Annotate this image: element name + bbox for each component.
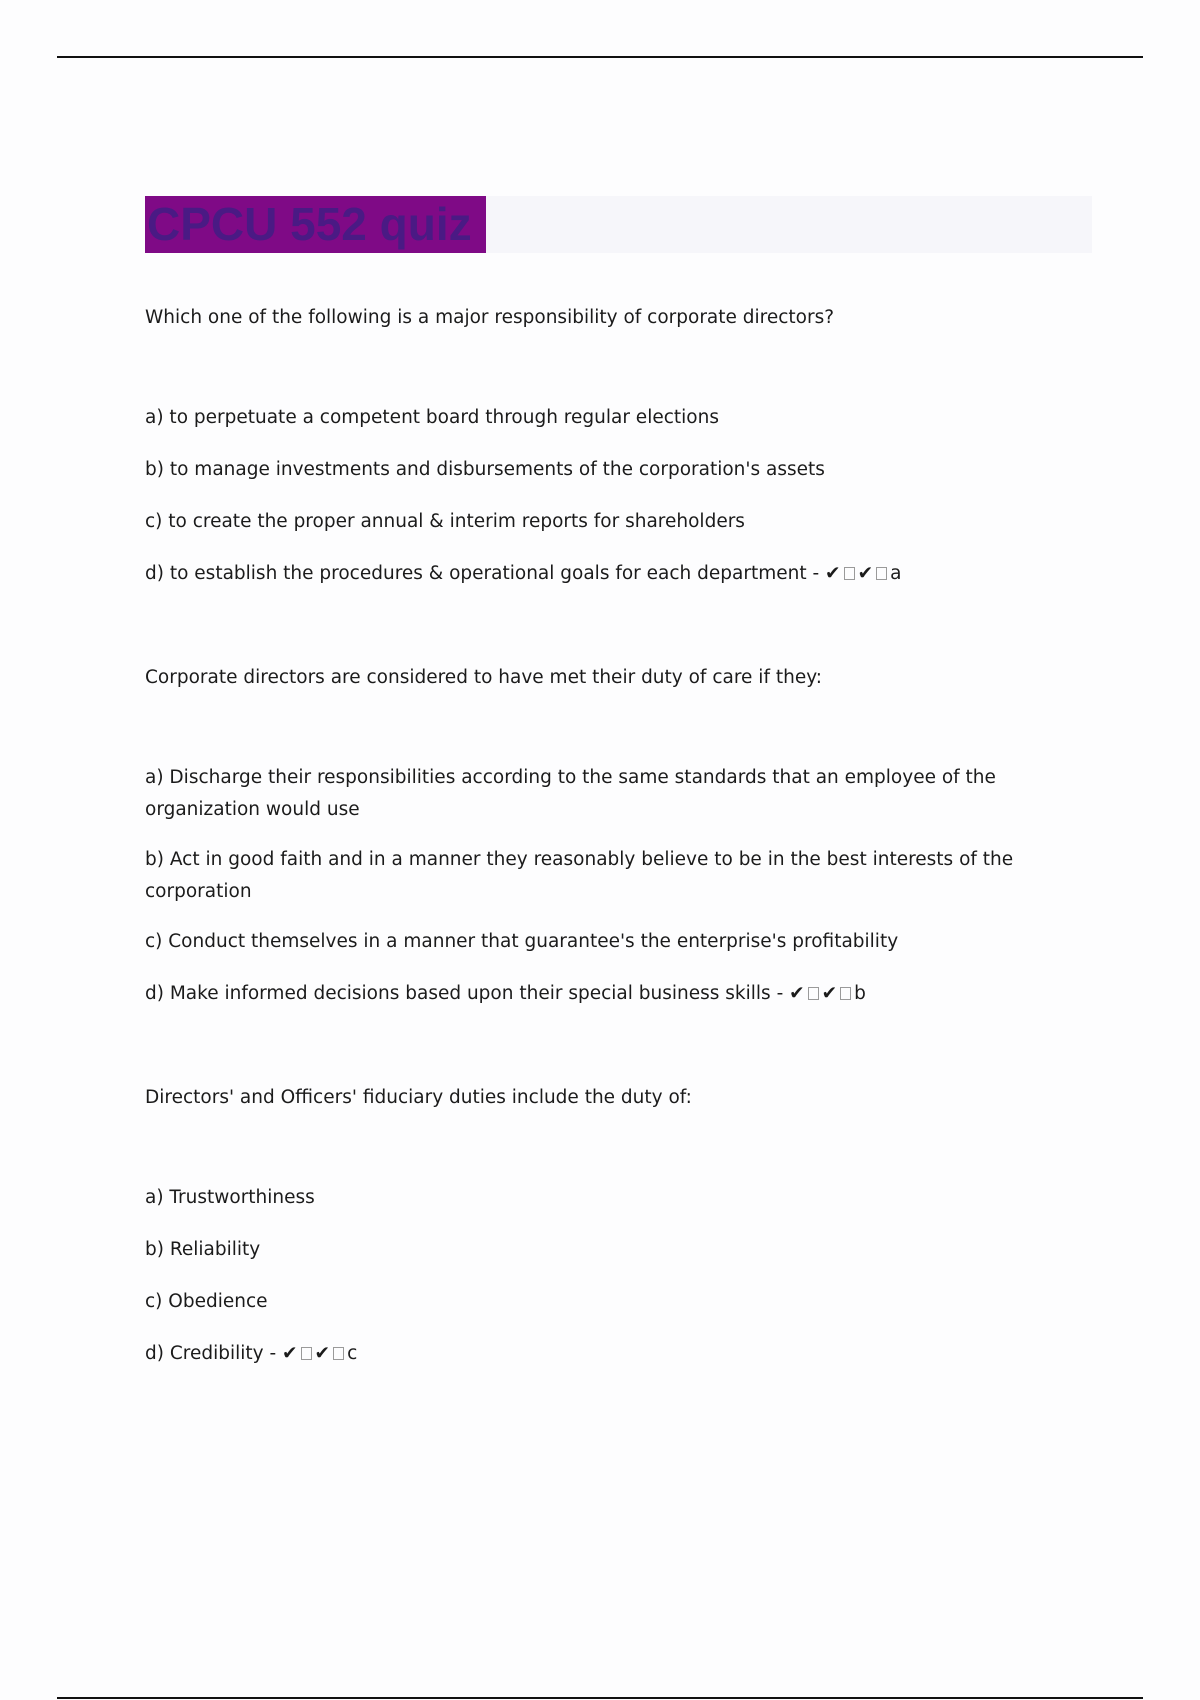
title-highlight (145, 196, 486, 253)
question-text: Which one of the following is a major responsibility of corporate directors? (145, 307, 835, 328)
box-icon (844, 567, 855, 580)
question-block-2 (145, 662, 1095, 1010)
question-block-3 (145, 1082, 1095, 1370)
option-d-text: d) Credibility - (145, 1343, 283, 1364)
check-icon: ✔ (825, 563, 841, 584)
option-d-text: d) to establish the procedures & operational goals for each department - (145, 563, 826, 584)
check-icon: ✔ (282, 1343, 298, 1364)
option-c: c) Obedience (145, 1291, 268, 1312)
option-c: c) Conduct themselves in a manner that guarantee's the enterprise's profitability (145, 931, 899, 952)
check-icon: ✔ (314, 1343, 331, 1364)
box-icon (333, 1347, 344, 1360)
check-icon: ✔ (789, 983, 805, 1004)
option-d (145, 1338, 1095, 1370)
option-a: a) Trustworthiness (145, 1187, 315, 1208)
answer-letter: c (347, 1343, 358, 1364)
bottom-rule (57, 1697, 1143, 1699)
question-block-1 (145, 302, 1095, 590)
document-title: CPCU 552 quiz (147, 198, 472, 250)
answer-mark (825, 563, 901, 584)
box-icon (301, 1347, 312, 1360)
option-b: b) Reliability (145, 1239, 261, 1260)
answer-letter: a (890, 563, 902, 584)
option-c: c) to create the proper annual & interim reports for shareholders (145, 511, 745, 532)
answer-mark (789, 983, 866, 1004)
top-rule (57, 56, 1143, 58)
box-icon (876, 567, 887, 580)
box-icon (808, 987, 819, 1000)
check-icon: ✔ (821, 983, 838, 1004)
option-d (145, 978, 1095, 1010)
check-icon: ✔ (857, 563, 874, 584)
option-d-text: d) Make informed decisions based upon their special business skills - (145, 983, 790, 1004)
option-b: b) Act in good faith and in a manner they reasonably believe to be in the best interests of the corporation (145, 849, 1014, 902)
option-a: a) Discharge their responsibilities according to the same standards that an employee of the organization would use (145, 767, 996, 820)
question-text: Directors' and Officers' fiduciary duties include the duty of: (145, 1087, 692, 1108)
option-b: b) to manage investments and disbursements of the corporation's assets (145, 459, 825, 480)
question-text: Corporate directors are considered to have met their duty of care if they: (145, 667, 823, 688)
quiz-content (145, 302, 1095, 1442)
answer-letter: b (854, 983, 866, 1004)
option-d (145, 558, 1095, 590)
box-icon (840, 987, 851, 1000)
option-a: a) to perpetuate a competent board through regular elections (145, 407, 719, 428)
answer-mark (282, 1343, 357, 1364)
title-band (145, 196, 1092, 253)
